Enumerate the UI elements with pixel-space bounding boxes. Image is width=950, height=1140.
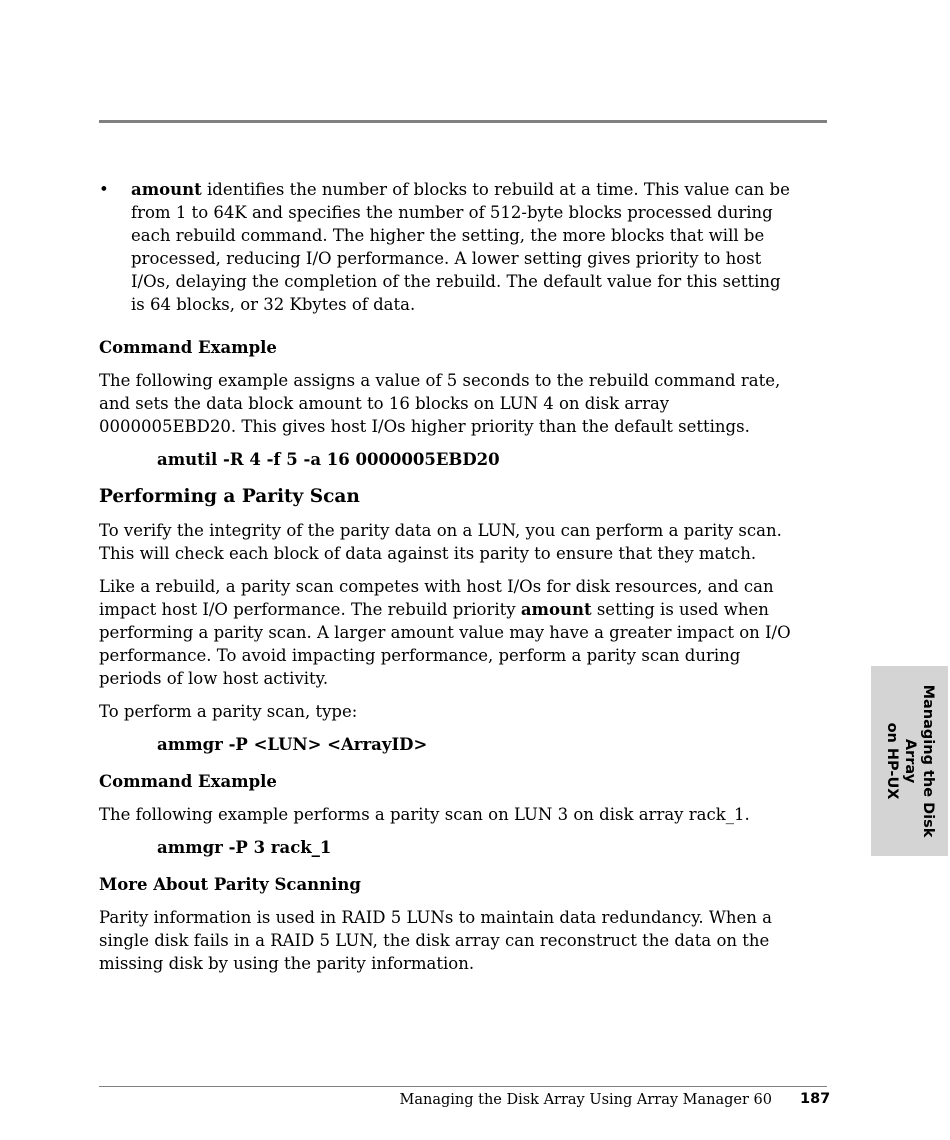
side-tab-line-2: on HP-UX bbox=[883, 722, 900, 800]
command-example-heading-1: Command Example bbox=[99, 338, 277, 357]
command-example-code-1: amutil -R 4 -f 5 -a 16 0000005EBD20 bbox=[157, 450, 500, 469]
bullet-marker: • bbox=[99, 180, 109, 199]
footer-rule bbox=[99, 1086, 827, 1087]
command-example-code-2: ammgr -P 3 rack_1 bbox=[157, 838, 332, 857]
bullet-text bbox=[131, 178, 799, 316]
command-example-heading-2: Command Example bbox=[99, 772, 277, 791]
parity-scan-para-2-before: Like a rebuild, a parity scan competes with host I/Os for disk resources, and can impact host I/O performance. The rebuild priority bbox=[99, 577, 774, 619]
side-tab-line-1: Managing the Disk Array bbox=[901, 684, 936, 838]
parity-scan-heading: Performing a Parity Scan bbox=[99, 486, 360, 507]
parity-scan-para-2-after: setting is used when performing a parity scan. A larger amount value may have a greater impact on I/O performance. To avoid impacting performance, perform a parity scan during periods of low host activity. bbox=[99, 600, 791, 688]
parity-scan-para-1: To verify the integrity of the parity data on a LUN, you can perform a parity scan. This will check each block of data against its parity to ensure that they match. bbox=[99, 521, 782, 563]
bullet-item-amount bbox=[99, 178, 799, 316]
parity-scan-para-3: To perform a parity scan, type: bbox=[99, 702, 358, 721]
command-example-text-1: The following example assigns a value of 5 seconds to the rebuild command rate, and sets the data block amount to 16 blocks on LUN 4 on disk array 0000005EBD20. This gives host I/Os higher priority than the default settings. bbox=[99, 371, 781, 436]
more-about-heading: More About Parity Scanning bbox=[99, 875, 361, 894]
page-body bbox=[99, 178, 799, 985]
chapter-side-tab bbox=[871, 666, 948, 856]
more-about-text: Parity information is used in RAID 5 LUNs to maintain data redundancy. When a single disk fails in a RAID 5 LUN, the disk array can reconstruct the data on the missing disk by using the parity information. bbox=[99, 908, 772, 973]
bullet-description: identifies the number of blocks to rebuild at a time. This value can be from 1 to 64K and specifies the number of 512-byte blocks processed during each rebuild command. The higher the setting, the more blocks that will be processed, reducing I/O performance. A lower setting gives priority to host I/Os, delaying the completion of the rebuild. The default value for this setting is 64 blocks, or 32 Kbytes of data. bbox=[131, 180, 790, 314]
chapter-side-tab-label bbox=[883, 666, 937, 856]
bullet-term: amount bbox=[131, 180, 202, 199]
header-rule bbox=[99, 120, 827, 123]
parity-scan-para-2-term: amount bbox=[520, 600, 592, 619]
parity-scan-command: ammgr -P <LUN> <ArrayID> bbox=[157, 735, 428, 754]
parity-scan-para-2 bbox=[99, 575, 799, 690]
footer-title: Managing the Disk Array Using Array Manager 60 bbox=[399, 1092, 772, 1108]
page-number: 187 bbox=[800, 1091, 831, 1107]
command-example-text-2: The following example performs a parity scan on LUN 3 on disk array rack_1. bbox=[99, 805, 750, 824]
